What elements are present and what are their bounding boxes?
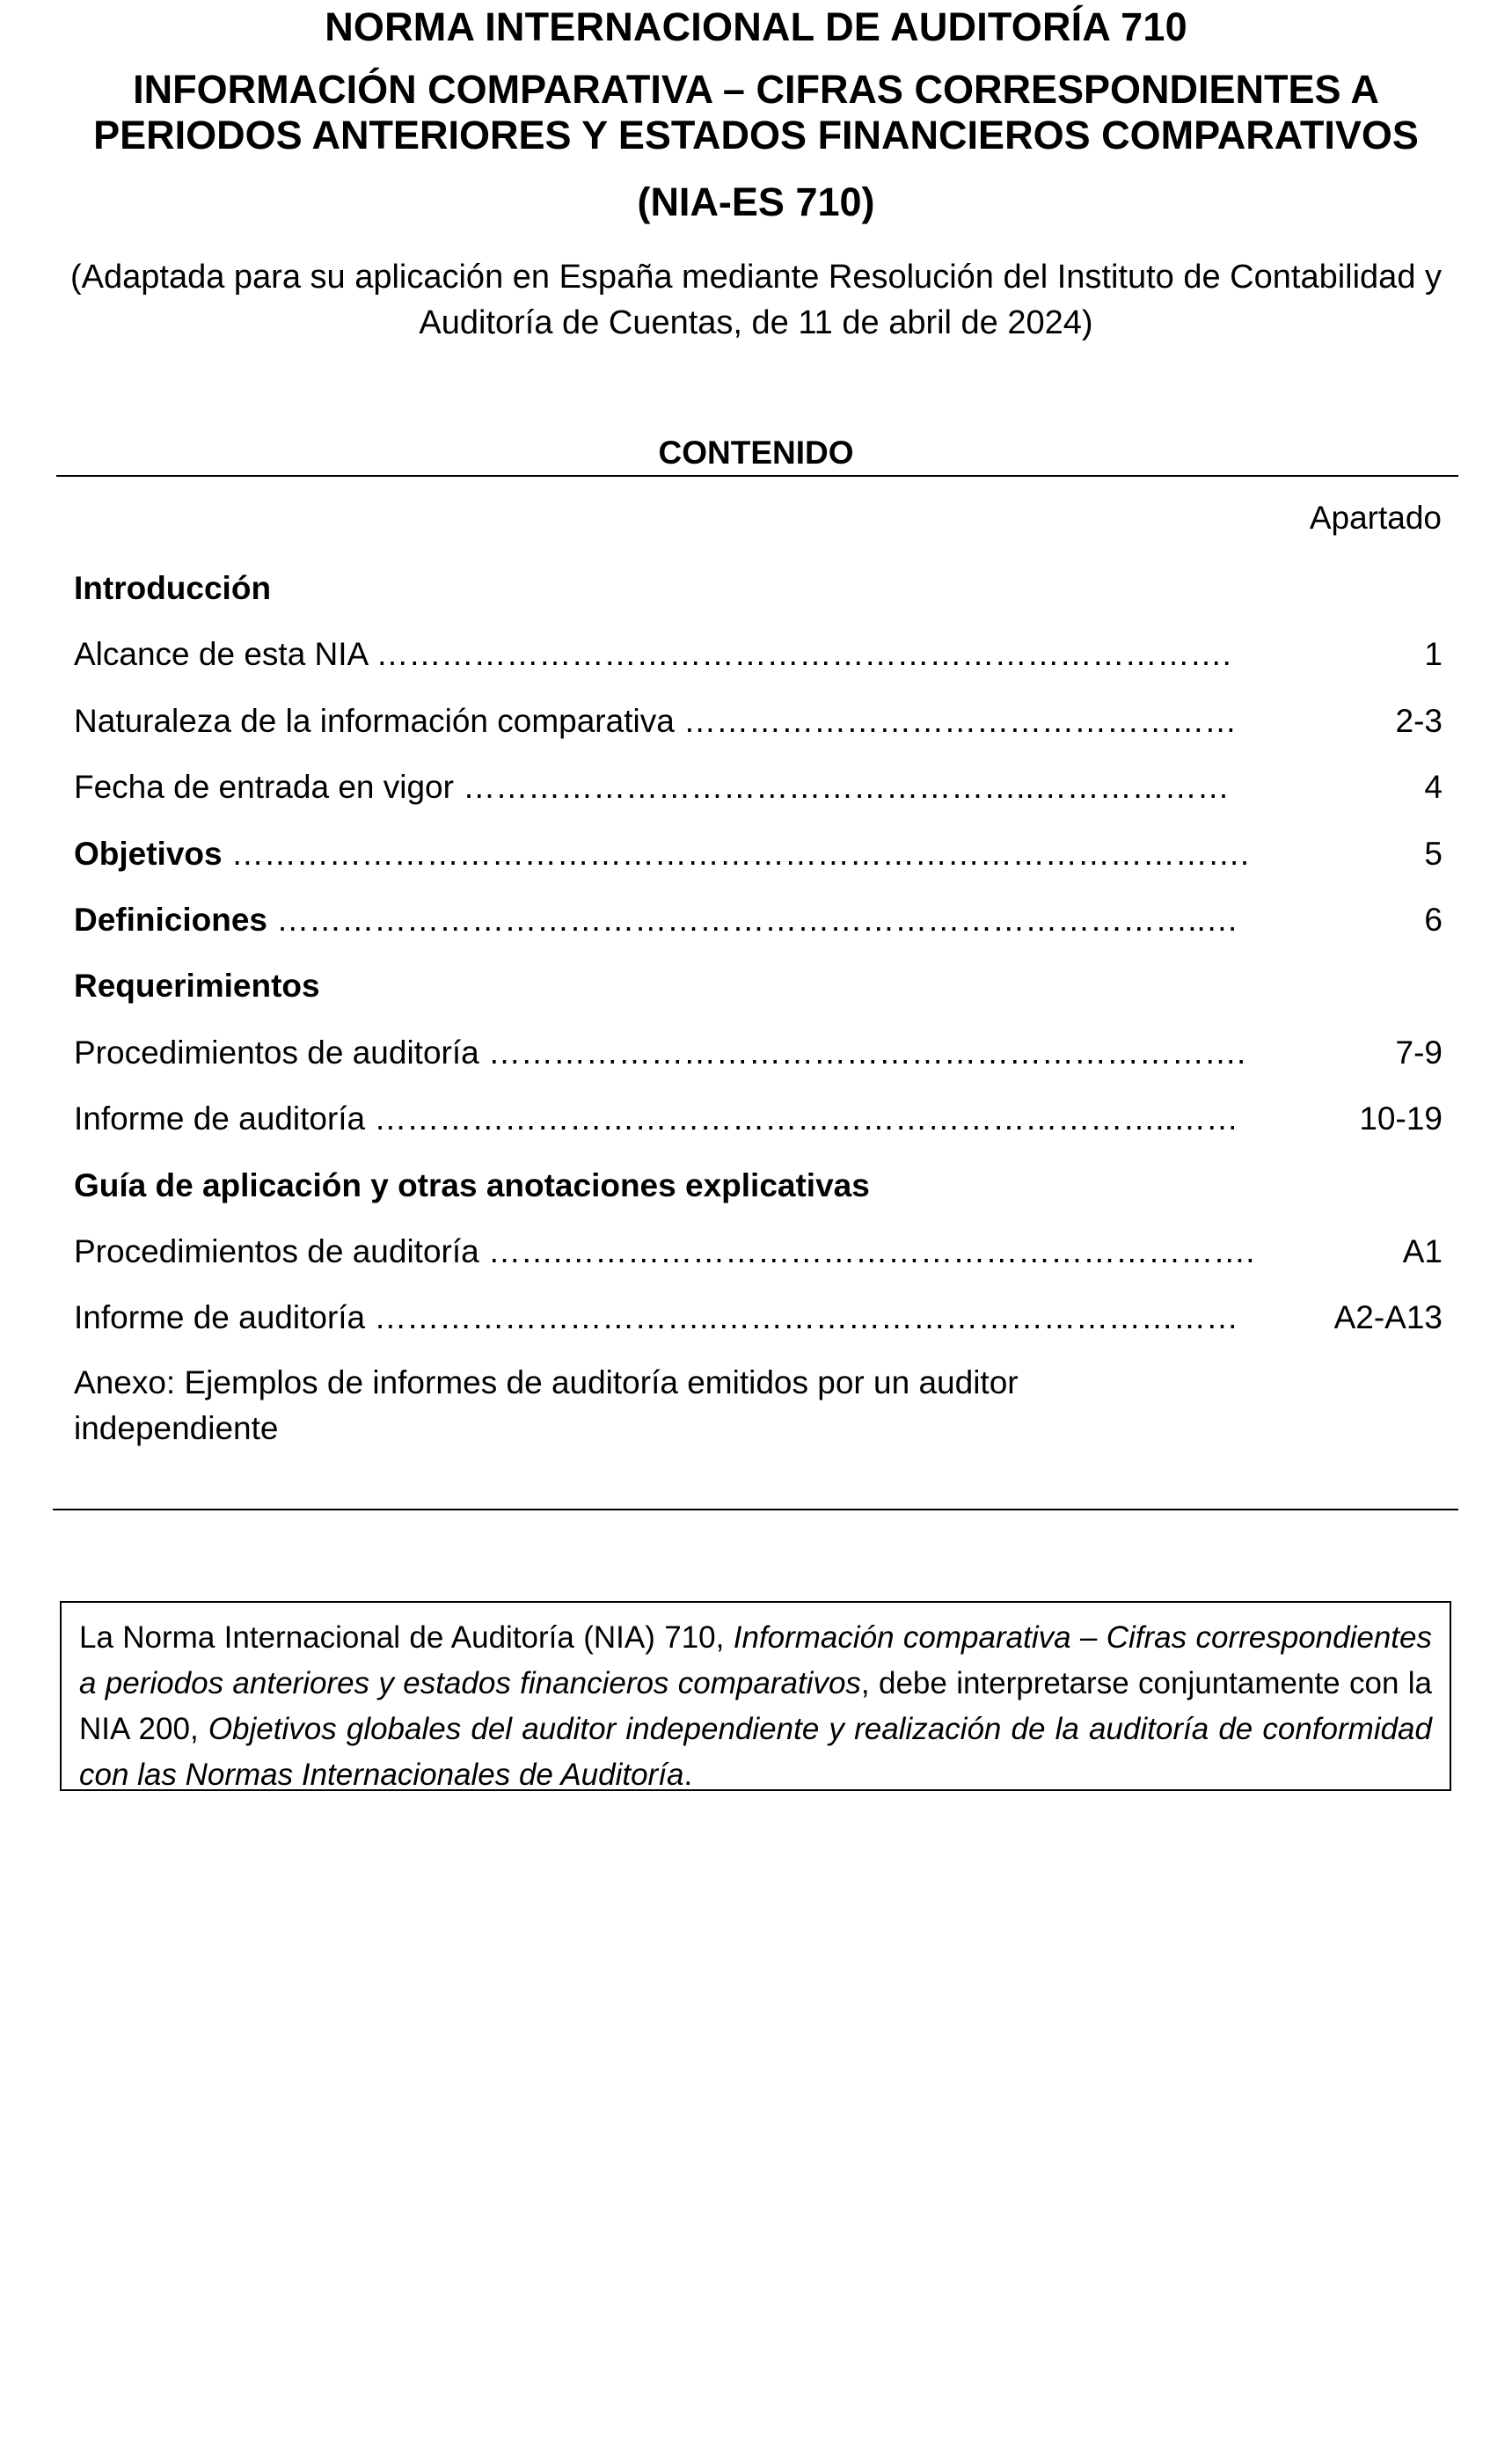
toc-label-text: Introducción <box>74 570 272 606</box>
toc-section-heading <box>74 1166 1443 1232</box>
toc-label-text: Objetivos <box>74 835 223 872</box>
toc-entry[interactable] <box>74 1232 1443 1298</box>
toc-label <box>74 1099 1238 1139</box>
title-block <box>53 4 1459 51</box>
toc-label-text: Naturaleza de la información comparativa <box>74 702 675 739</box>
toc-label-text: Requerimientos <box>74 968 320 1005</box>
toc-label-text: Alcance de esta NIA <box>74 636 368 673</box>
toc-paragraph-number: 2-3 <box>1395 702 1443 739</box>
toc-label <box>74 1033 1245 1073</box>
toc-label <box>74 1166 870 1206</box>
annex-line2: independiente <box>74 1410 279 1446</box>
note-box <box>60 1601 1451 1791</box>
table-of-contents <box>74 568 1443 1364</box>
toc-entry[interactable] <box>74 767 1443 833</box>
toc-label <box>74 900 1238 940</box>
toc-entry[interactable] <box>74 634 1443 700</box>
toc-paragraph-number: 10-19 <box>1359 1100 1443 1137</box>
toc-dot-leader: …………………………………………………………………………………. <box>222 835 1250 872</box>
toc-entry[interactable] <box>74 834 1443 900</box>
annex-line1: Anexo: Ejemplos de informes de auditoría emitidos por un auditor <box>74 1364 1019 1400</box>
toc-entry[interactable] <box>74 1298 1443 1364</box>
toc-label-text: Guía de aplicación y otras anotaciones explicativas <box>74 1166 870 1203</box>
toc-label <box>74 634 1231 675</box>
contents-bottom-divider <box>53 1509 1458 1510</box>
toc-label-text: Informe de auditoría <box>74 1100 366 1137</box>
toc-label <box>74 966 320 1006</box>
toc-label <box>74 568 271 609</box>
toc-label-text: Procedimientos de auditoría <box>74 1232 479 1269</box>
toc-label-text: Informe de auditoría <box>74 1299 366 1336</box>
note-text-2: , debe interpretarse conjuntamente con la NIA 200, <box>79 1666 1432 1746</box>
annex-entry[interactable] <box>74 1360 1129 1451</box>
toc-section-heading <box>74 966 1443 1032</box>
document-code: (NIA-ES 710) <box>637 179 875 224</box>
adaptation-line2: Auditoría de Cuentas, de 11 de abril de 2024) <box>419 304 1093 341</box>
adaptation-line1: (Adaptada para su aplicación en España mediante Resolución del Instituto de Contabilidad y <box>69 259 1443 296</box>
toc-paragraph-number: 7-9 <box>1395 1034 1443 1071</box>
toc-label <box>74 1298 1238 1338</box>
toc-label <box>74 701 1237 742</box>
note-italic-title-2: Objetivos globales del auditor independiente y realización de la auditoría de conformidad con las Normas Internacionales de Auditoría <box>79 1712 1432 1792</box>
toc-label <box>74 1232 1255 1272</box>
contents-top-divider <box>56 475 1458 477</box>
note-text-3: . <box>683 1758 693 1792</box>
toc-dot-leader: …….………………………………………………………. <box>478 1232 1255 1269</box>
toc-label <box>74 767 1230 808</box>
toc-label-text: Procedimientos de auditoría <box>74 1034 479 1071</box>
note-text-1: La Norma Internacional de Auditoría (NIA) 710, <box>79 1620 734 1655</box>
subtitle-block <box>53 67 1459 158</box>
toc-entry[interactable] <box>74 701 1443 767</box>
toc-paragraph-number: 5 <box>1424 835 1443 872</box>
toc-entry[interactable] <box>74 1099 1443 1165</box>
toc-label-text: Definiciones <box>74 901 267 938</box>
apartado-column-header: Apartado <box>1309 500 1442 536</box>
toc-dot-leader: ……………………………………………………………………. <box>367 636 1231 673</box>
toc-section-heading <box>74 568 1443 634</box>
toc-dot-leader: ……………………………………………..……………… <box>453 769 1230 806</box>
adaptation-block <box>53 254 1459 346</box>
document-title: NORMA INTERNACIONAL DE AUDITORÍA 710 <box>325 4 1187 49</box>
toc-entry[interactable] <box>74 1033 1443 1099</box>
toc-paragraph-number: 4 <box>1424 769 1443 806</box>
toc-dot-leader: …………………………..………………………………………… <box>365 1299 1238 1336</box>
toc-paragraph-number: A2-A13 <box>1333 1299 1443 1336</box>
toc-entry[interactable] <box>74 900 1443 966</box>
toc-dot-leader: ………………………………………………………………..…… <box>365 1100 1238 1137</box>
code-block <box>53 179 1459 225</box>
contents-heading: CONTENIDO <box>658 435 854 471</box>
document-subtitle-line1: INFORMACIÓN COMPARATIVA – CIFRAS CORRESPONDIENTES A <box>133 67 1379 112</box>
toc-paragraph-number: 1 <box>1424 636 1443 673</box>
toc-dot-leader: …………………………………………… <box>674 702 1238 739</box>
toc-dot-leader: …………………………………………………………………………..… <box>267 901 1238 938</box>
toc-paragraph-number: 6 <box>1424 901 1443 938</box>
note-italic-title-1: Información comparativa – Cifras correspondientes a periodos anteriores y estados financieros comparativos <box>79 1620 1432 1700</box>
toc-dot-leader: ……………………………………………………………. <box>478 1034 1246 1071</box>
toc-paragraph-number: A1 <box>1402 1232 1443 1269</box>
toc-label-text: Fecha de entrada en vigor <box>74 769 454 806</box>
toc-label <box>74 834 1249 874</box>
document-subtitle-line2: PERIODOS ANTERIORES Y ESTADOS FINANCIEROS COMPARATIVOS <box>93 113 1419 157</box>
